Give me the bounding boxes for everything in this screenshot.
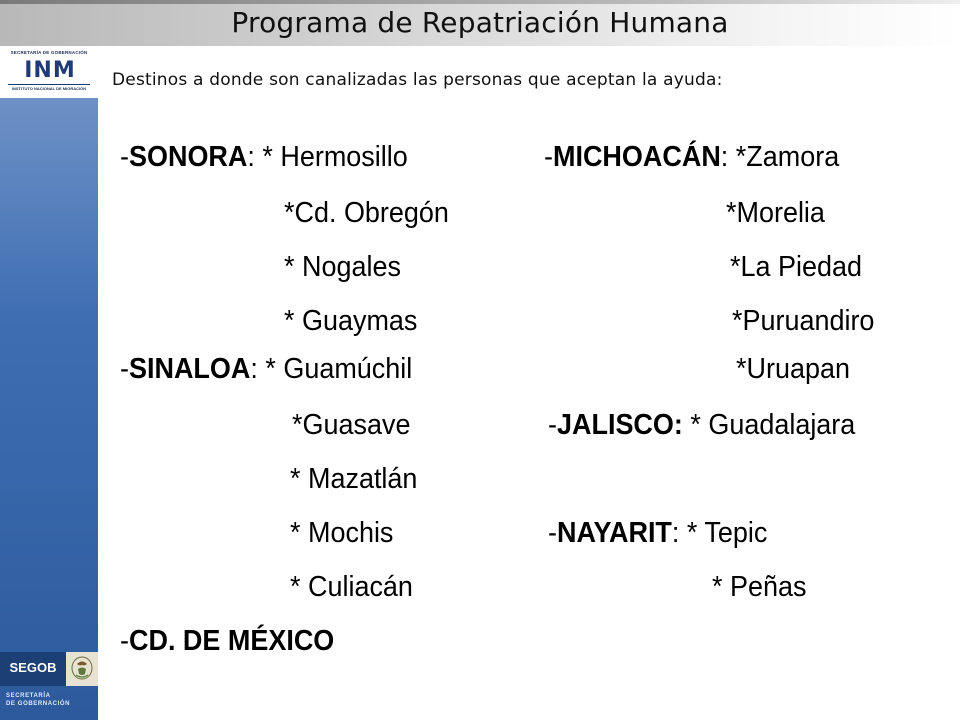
logo-mark: INM [24, 58, 76, 83]
city-line: *Cd. Obregón [284, 197, 449, 229]
state-label-sinaloa: SINALOA [128, 353, 251, 385]
city-line: *La Piedad [730, 251, 862, 283]
dash: - [120, 353, 129, 385]
dash: - [548, 517, 557, 549]
nayarit-line [548, 516, 767, 550]
secretaria-line1: SECRETARÍA [6, 693, 51, 699]
city: * Guadalajara [690, 409, 856, 441]
city: * Tepic [686, 517, 768, 549]
city-line: *Uruapan [736, 353, 850, 385]
logo-bottom-text: INSTITUTO NACIONAL DE MIGRACIÓN [11, 86, 87, 91]
sonora-line [120, 140, 408, 174]
logo-top-text: SECRETARÍA DE GOBERNACIÓN [10, 50, 88, 55]
colon: : [247, 141, 255, 173]
city: * Hermosillo [262, 141, 408, 173]
dash: - [544, 141, 553, 173]
mexico-seal-icon [70, 655, 94, 682]
jalisco-line [548, 408, 855, 442]
page-title: Programa de Repatriación Humana [231, 6, 729, 39]
city-line: *Morelia [726, 197, 825, 229]
colon: : [250, 353, 258, 385]
colon: : [671, 517, 680, 549]
secretaria-label [6, 692, 94, 708]
cdmx-line [120, 624, 334, 658]
state-label-nayarit: NAYARIT [556, 517, 672, 549]
title-bar-rule [0, 0, 960, 4]
segob-label: SEGOB [9, 660, 57, 675]
dash: - [120, 625, 129, 657]
city-line: * Peñas [712, 571, 807, 603]
secretaria-line2: DE GOBERNACIÓN [6, 701, 71, 707]
city: * Guamúchil [265, 353, 413, 385]
city-line: * Nogales [284, 251, 401, 283]
city: *Zamora [735, 141, 840, 173]
logo-divider [8, 84, 90, 85]
colon: : [720, 141, 729, 173]
state-label-michoacan: MICHOACÁN [552, 141, 721, 173]
michoacan-line [544, 140, 839, 174]
city-line: * Mochis [290, 517, 394, 549]
state-label-jalisco: JALISCO: [556, 409, 683, 441]
dash: - [548, 409, 557, 441]
city-line: *Guasave [292, 409, 411, 441]
state-label-sonora: SONORA [128, 141, 248, 173]
city-line: *Puruandiro [732, 305, 875, 337]
dash: - [120, 141, 129, 173]
state-label-cdmx: CD. DE MÉXICO [128, 625, 335, 657]
city-line: * Guaymas [284, 305, 418, 337]
city-line: * Mazatlán [290, 463, 418, 495]
city-line: * Culiacán [290, 571, 413, 603]
sidebar [0, 46, 98, 720]
subtitle: Destinos a donde son canalizadas las personas que aceptan la ayuda: [112, 70, 723, 90]
sinaloa-line [120, 352, 412, 386]
